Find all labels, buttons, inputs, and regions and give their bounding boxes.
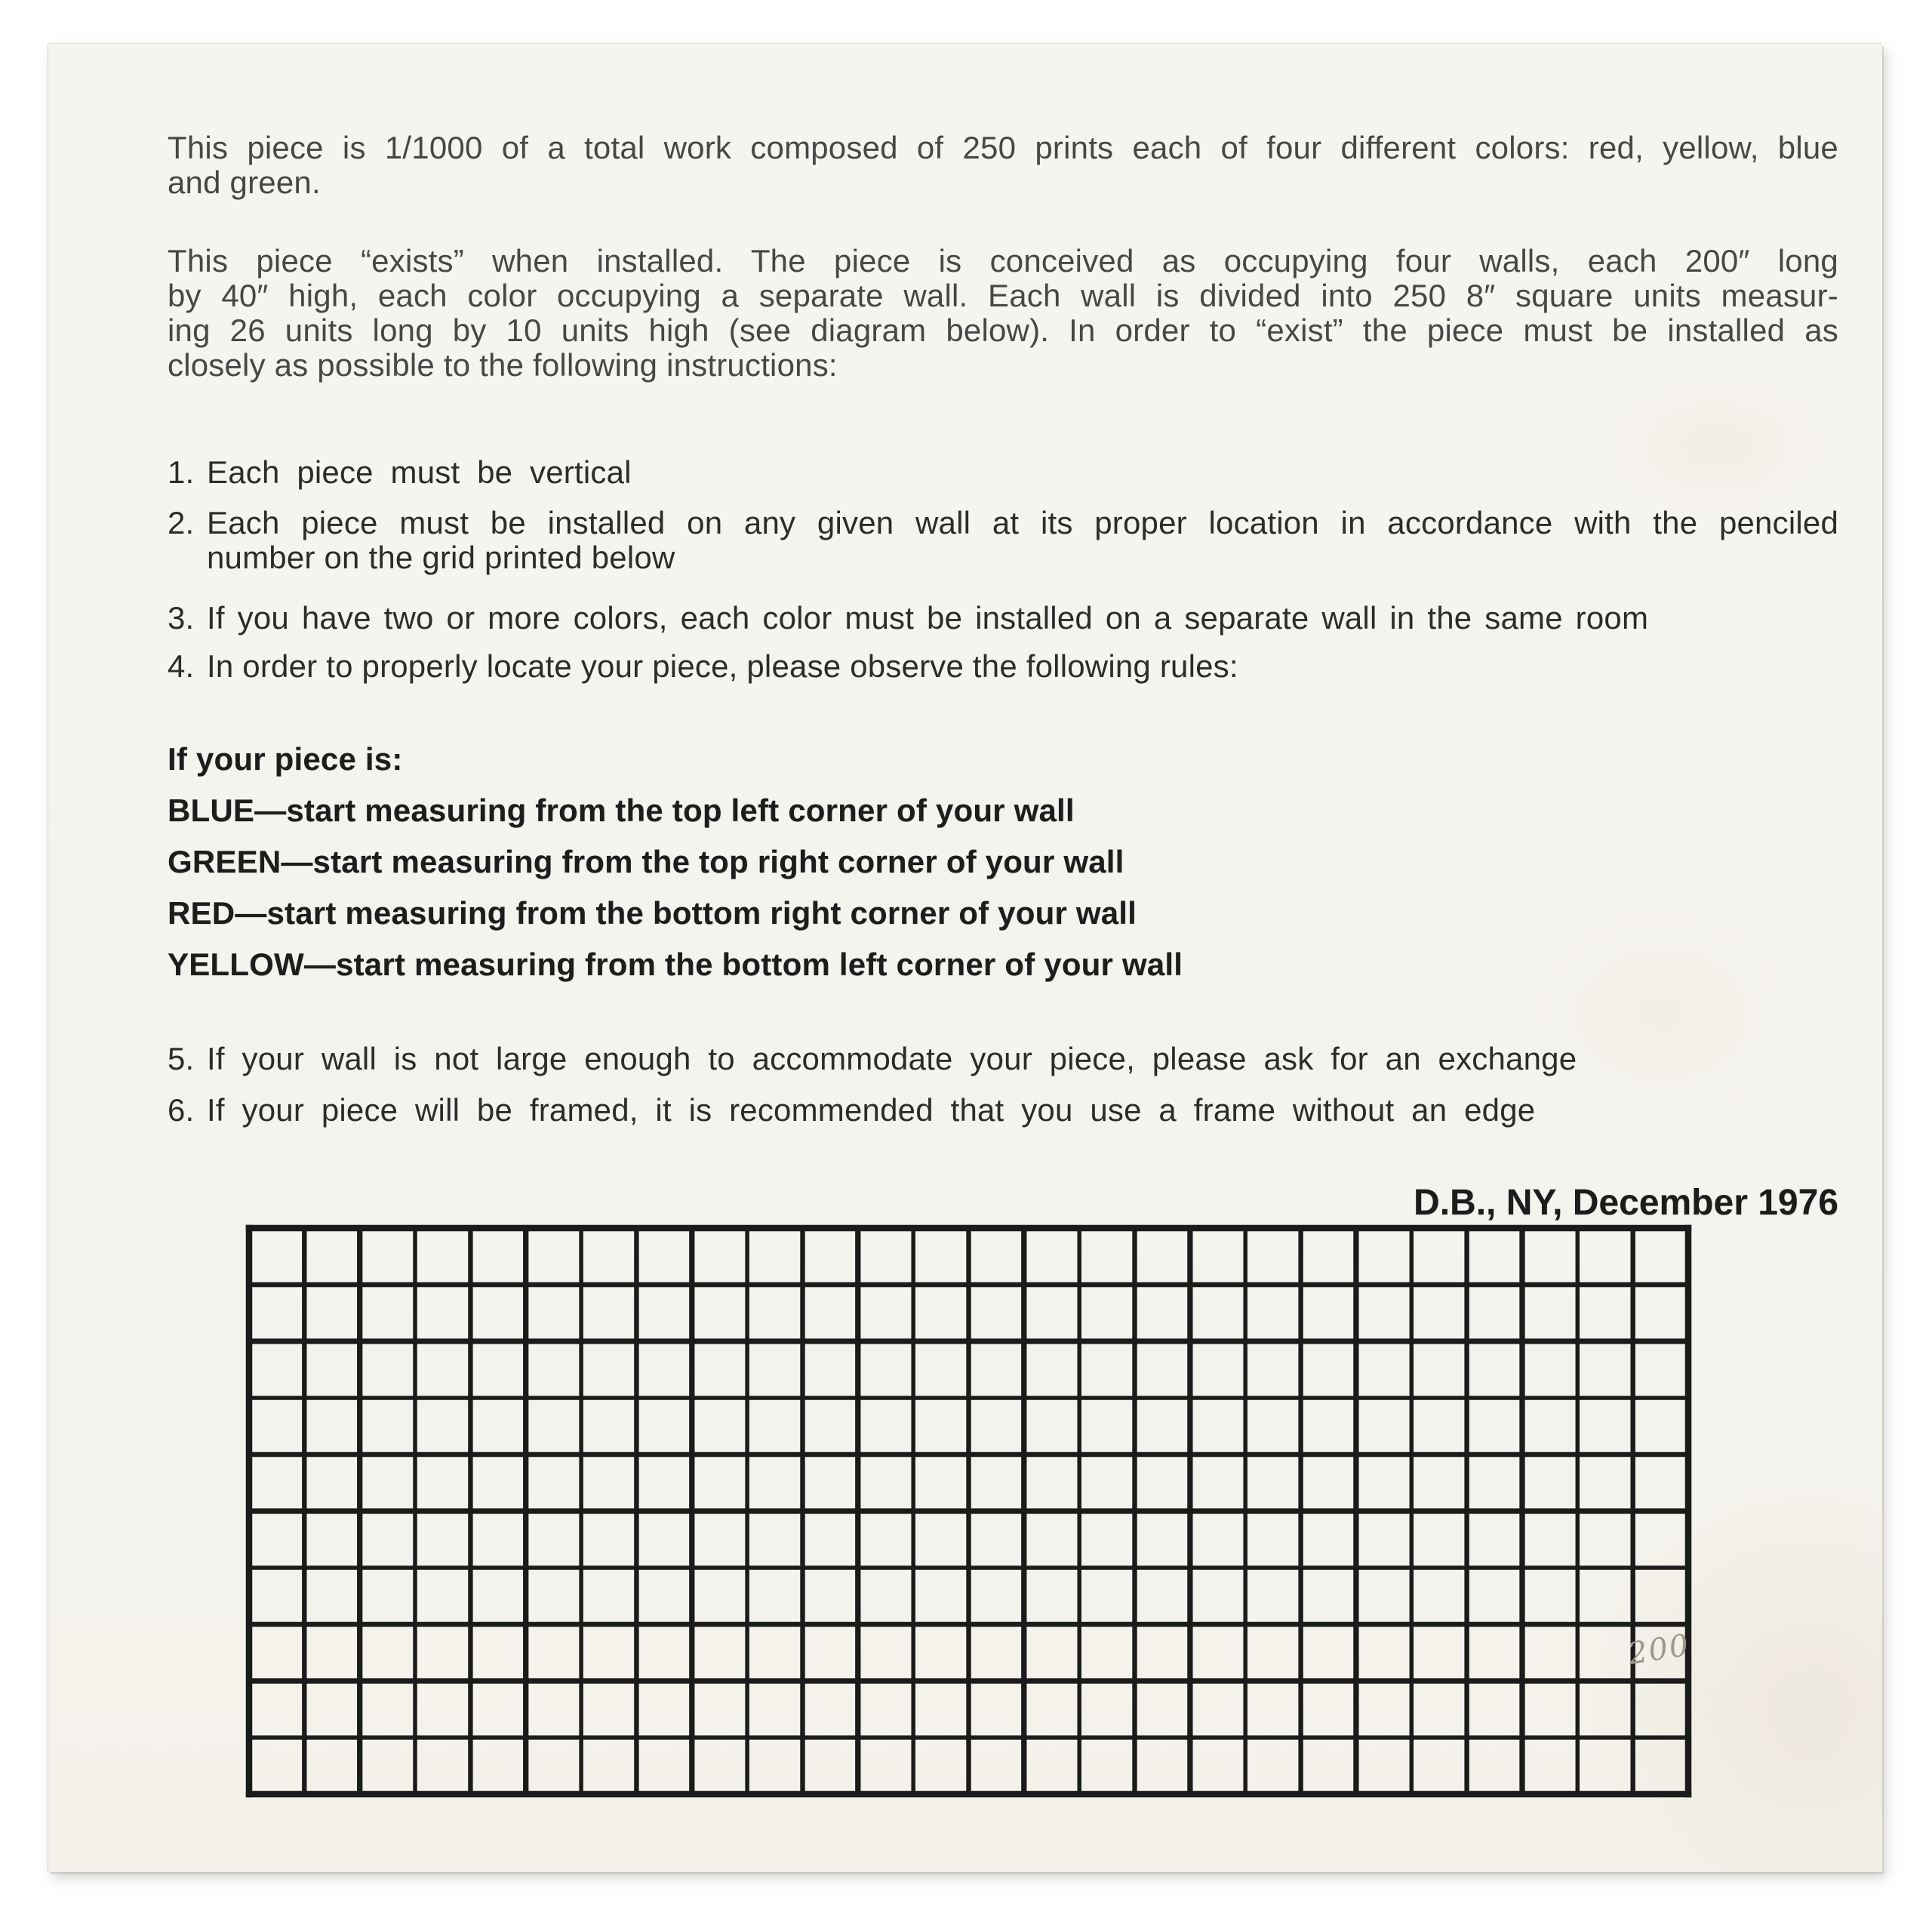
instruction-item-4 <box>168 649 1838 684</box>
intro-line-1: This piece is 1/1000 of a total work composed of 250 prints each of four different colors: red, yellow, blue <box>168 130 1838 165</box>
color-rule-green-name: GREEN <box>168 844 281 879</box>
concept-line-2: by 40″ high, each color occupying a separate wall. Each wall is divided into 250 8″ square units measur- <box>168 278 1838 313</box>
item-3-number: 3. <box>168 600 195 636</box>
color-rules-heading: If your piece is: <box>168 741 403 777</box>
color-rule-yellow-name: YELLOW <box>168 947 304 982</box>
item-2-text-line-1: Each piece must be installed on any given wall at its proper location in accordance with the penciled <box>207 505 1838 540</box>
item-6-text: If your piece will be framed, it is recommended that you use a frame without an edge <box>207 1092 1536 1128</box>
item-2-text-line-2: number on the grid printed below <box>207 540 675 575</box>
concept-line-4: closely as possible to the following instructions: <box>168 347 838 383</box>
intro-line-2: and green. <box>168 165 321 200</box>
color-rule-blue <box>168 793 1838 828</box>
paper-sheet <box>48 44 1882 1872</box>
item-1-text: Each piece must be vertical <box>207 454 632 490</box>
concept-line-3: ing 26 units long by 10 units high (see diagram below). In order to “exist” the piece must be installed as <box>168 312 1838 348</box>
item-5-text: If your wall is not large enough to accommodate your piece, please ask for an exchange <box>207 1041 1577 1076</box>
item-4-number: 4. <box>168 648 195 684</box>
item-5-number: 5. <box>168 1041 195 1076</box>
document-content <box>168 44 1838 1794</box>
grid-lines <box>249 1228 1688 1794</box>
item-6-number: 6. <box>168 1092 195 1128</box>
color-rules-block <box>168 742 1838 982</box>
intro-paragraph <box>168 131 1838 200</box>
instruction-item-3 <box>168 601 1838 636</box>
color-rule-yellow <box>168 947 1838 982</box>
color-rule-yellow-text: —start measuring from the bottom left corner of your wall <box>303 947 1183 982</box>
item-1-number: 1. <box>168 454 195 490</box>
color-rule-red-name: RED <box>168 895 235 931</box>
color-rule-red <box>168 896 1838 931</box>
item-4-text: In order to properly locate your piece, please observe the following rules: <box>207 648 1238 684</box>
instruction-item-6 <box>168 1093 1838 1128</box>
signature: D.B., NY, December 1976 <box>1414 1183 1838 1223</box>
pencil-number: 200 <box>1626 1627 1693 1672</box>
color-rule-green-text: —start measuring from the top right corner of your wall <box>281 844 1124 879</box>
item-2-number: 2. <box>168 505 195 540</box>
instruction-item-1 <box>168 455 1838 490</box>
installation-grid <box>249 1228 1693 1794</box>
concept-paragraph <box>168 244 1838 383</box>
color-rule-red-text: —start measuring from the bottom right corner of your wall <box>235 895 1137 931</box>
instruction-item-5 <box>168 1042 1838 1076</box>
item-3-text: If you have two or more colors, each color must be installed on a separate wall in the same room <box>207 600 1649 636</box>
color-rule-blue-name: BLUE <box>168 793 255 828</box>
color-rule-blue-text: —start measuring from the top left corner of your wall <box>254 793 1075 828</box>
color-rule-green <box>168 845 1838 879</box>
concept-line-1: This piece “exists” when installed. The piece is conceived as occupying four walls, each 200″ long <box>168 243 1838 279</box>
instruction-item-2 <box>168 506 1838 575</box>
